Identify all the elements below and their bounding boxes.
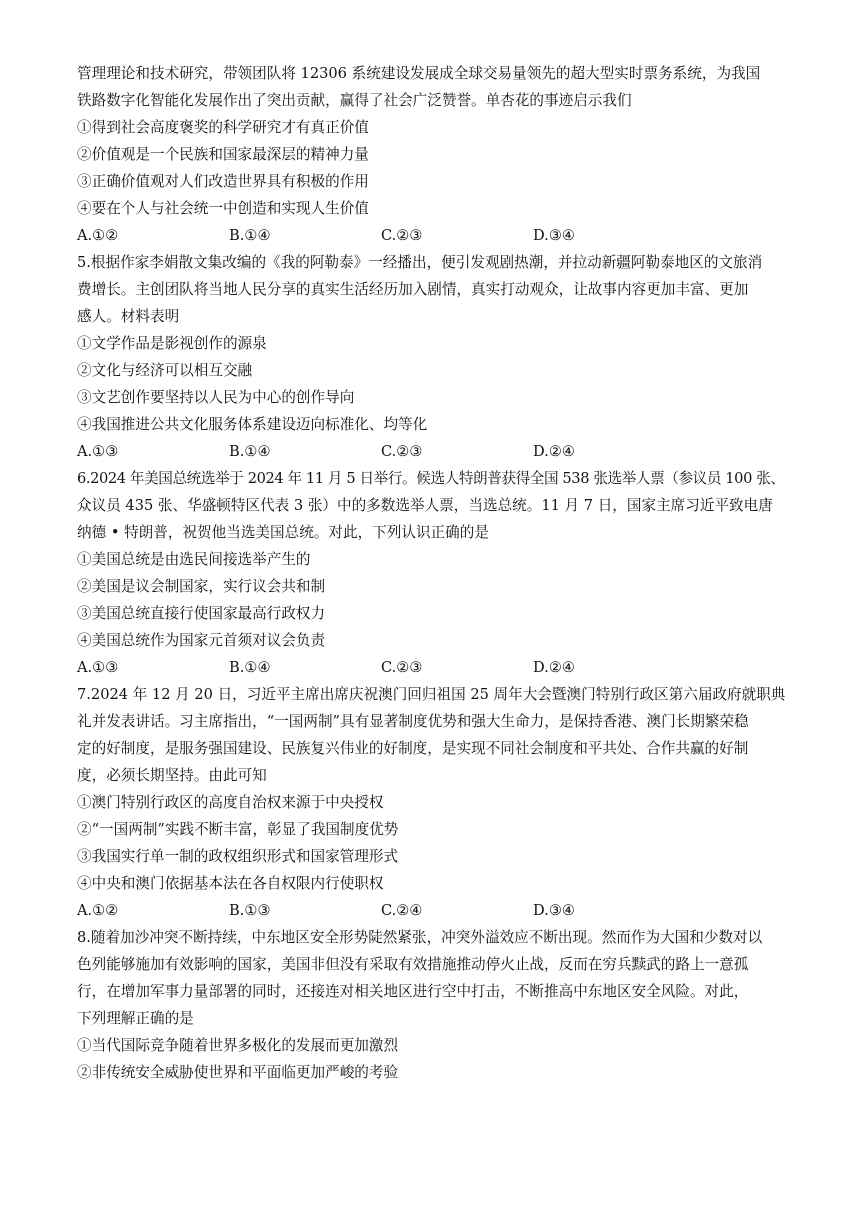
question-5 [77, 249, 787, 465]
statement-item: ④中央和澳门依据基本法在各自权限内行使职权 [77, 875, 384, 892]
question-stem-line: 感人。材料表明 [77, 308, 180, 325]
question-stem-line: 行，在增加军事力量部署的同时，还接连对相关地区进行空中打击，不断推高中东地区安全风险。对此， [77, 983, 749, 1000]
statement-item: ①美国总统是由选民间接选举产生的 [77, 551, 311, 568]
question-stem-line: 8.随着加沙冲突不断持续，中东地区安全形势陡然紧张，冲突外溢效应不断出现。然而作为大国和少数对以 [77, 929, 763, 946]
statement-item: ①澳门特别行政区的高度自治权来源于中央授权 [77, 794, 384, 811]
option-a: A.①③ [77, 659, 119, 676]
statement-item: ③正确价值观对人们改造世界具有积极的作用 [77, 173, 369, 190]
option-b: B.①③ [229, 902, 271, 919]
statement-item: ④我国推进公共文化服务体系建设迈向标准化、均等化 [77, 416, 428, 433]
option-b: B.①④ [229, 659, 271, 676]
statement-item: ②非传统安全威胁使世界和平面临更加严峻的考验 [77, 1064, 399, 1081]
question-stem-line: 定的好制度，是服务强国建设、民族复兴伟业的好制度，是实现不同社会制度和平共处、合作共赢的好制 [77, 740, 749, 757]
question-stem-line: 5.根据作家李娟散文集改编的《我的阿勒泰》一经播出，便引发观剧热潮，并拉动新疆阿勒泰地区的文旅消 [77, 254, 763, 271]
option-a: A.①② [77, 227, 119, 244]
question-stem-line: 费增长。主创团队将当地人民分享的真实生活经历加入剧情，真实打动观众，让故事内容更加丰富、更加 [77, 281, 749, 298]
exam-page [77, 60, 787, 1086]
answer-options [77, 654, 787, 681]
option-b: B.①④ [229, 227, 271, 244]
question-stem-line: 6.2024 年美国总统选举于 2024 年 11 月 5 日举行。候选人特朗普获得全国 538 张选举人票（参议员 100 张、 [77, 470, 785, 487]
statement-item: ①当代国际竞争随着世界多极化的发展而更加激烈 [77, 1037, 399, 1054]
question-7 [77, 681, 787, 924]
question-stem-line: 下列理解正确的是 [77, 1010, 194, 1027]
question-stem-line: 众议员 435 张、华盛顿特区代表 3 张）中的多数选举人票，当选总统。11 月 7 日，国家主席习近平致电唐 [77, 497, 773, 514]
question-4 [77, 60, 787, 249]
option-b: B.①④ [229, 443, 271, 460]
answer-options [77, 897, 787, 924]
option-d: D.③④ [533, 227, 575, 244]
statement-item: ②文化与经济可以相互交融 [77, 362, 253, 379]
option-c: C.②③ [381, 659, 423, 676]
question-6 [77, 465, 787, 681]
statement-item: ②价值观是一个民族和国家最深层的精神力量 [77, 146, 369, 163]
answer-options [77, 222, 787, 249]
option-d: D.②④ [533, 443, 575, 460]
question-stem-line: 7.2024 年 12 月 20 日，习近平主席出席庆祝澳门回归祖国 25 周年大会暨澳门特别行政区第六届政府就职典 [77, 686, 786, 703]
question-stem-line: 纳德 • 特朗普，祝贺他当选美国总统。对此，下列认识正确的是 [77, 524, 489, 541]
statement-item: ③美国总统直接行使国家最高行政权力 [77, 605, 326, 622]
option-a: A.①② [77, 902, 119, 919]
statement-item: ③我国实行单一制的政权组织形式和国家管理形式 [77, 848, 399, 865]
statement-item: ④要在个人与社会统一中创造和实现人生价值 [77, 200, 369, 217]
statement-item: ①文学作品是影视创作的源泉 [77, 335, 267, 352]
option-c: C.②④ [381, 902, 423, 919]
question-stem-line: 礼并发表讲话。习主席指出，“一国两制”具有显著制度优势和强大生命力，是保持香港、澳门长期繁荣稳 [77, 713, 749, 730]
statement-item: ②美国是议会制国家，实行议会共和制 [77, 578, 326, 595]
statement-item: ③文艺创作要坚持以人民为中心的创作导向 [77, 389, 355, 406]
option-d: D.②④ [533, 659, 575, 676]
option-a: A.①③ [77, 443, 119, 460]
statement-item: ①得到社会高度褒奖的科学研究才有真正价值 [77, 119, 369, 136]
question-stem-line: 管理理论和技术研究，带领团队将 12306 系统建设发展成全球交易量领先的超大型实时票务系统，为我国 [77, 65, 761, 82]
question-stem-line: 度，必须长期坚持。由此可知 [77, 767, 267, 784]
option-c: C.②③ [381, 227, 423, 244]
question-8 [77, 924, 787, 1086]
answer-options [77, 438, 787, 465]
option-c: C.②③ [381, 443, 423, 460]
statement-item: ②“一国两制”实践不断丰富，彰显了我国制度优势 [77, 821, 399, 838]
statement-item: ④美国总统作为国家元首须对议会负责 [77, 632, 326, 649]
question-stem-line: 色列能够施加有效影响的国家，美国非但没有采取有效措施推动停火止战，反而在穷兵黩武的路上一意孤 [77, 956, 749, 973]
option-d: D.③④ [533, 902, 575, 919]
question-stem-line: 铁路数字化智能化发展作出了突出贡献，赢得了社会广泛赞誉。单杏花的事迹启示我们 [77, 92, 632, 109]
